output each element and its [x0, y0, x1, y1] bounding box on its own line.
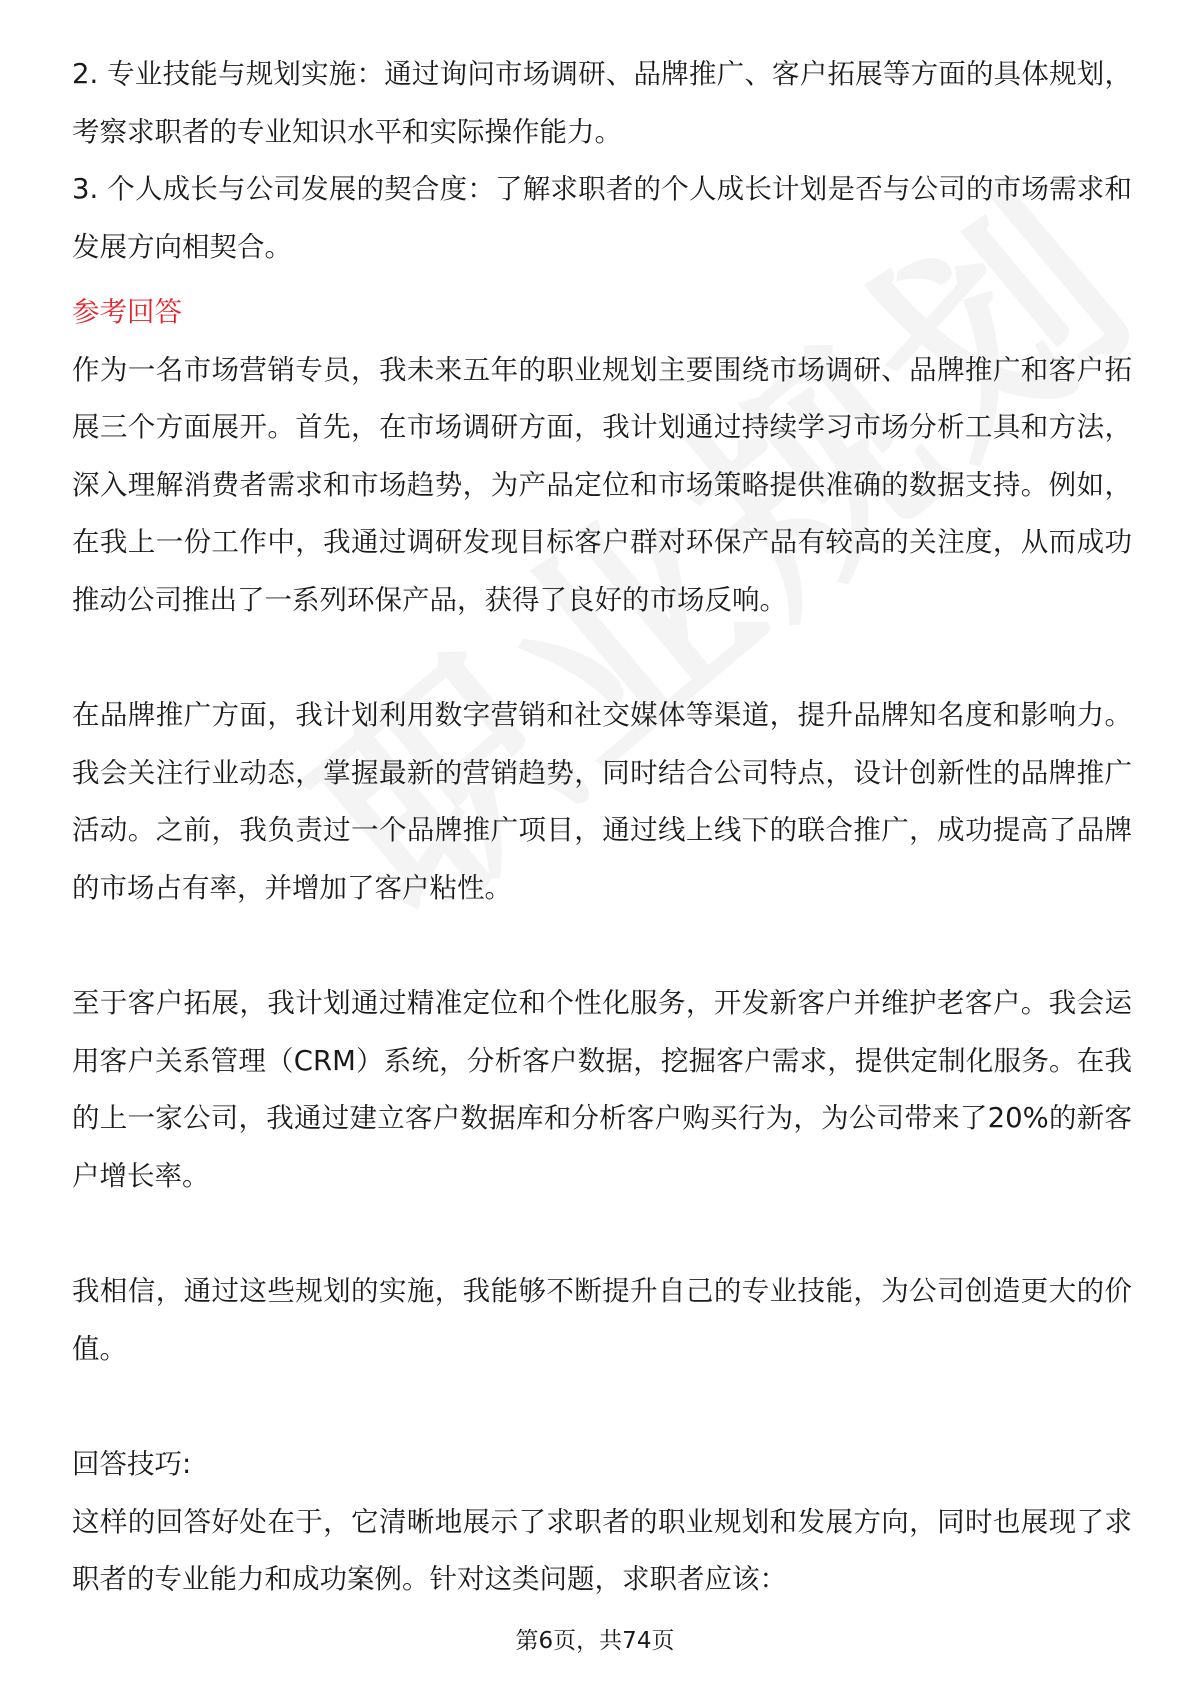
- tips-heading: 回答技巧:: [72, 1448, 192, 1480]
- answer-paragraph-1: 作为一名市场营销专员，我未来五年的职业规划主要围绕市场调研、品牌推广和客户拓展三个方面展开。首先，在市场调研方面，我计划通过持续学习市场分析工具和方法，深入理解消费者需求和市场趋势，为产品定位和市场策略提供准确的数据支持。例如，在我上一份工作中，我通过调研发现目标客户群对环保产品有较高的关注度，从而成功推动公司推出了一系列环保产品，获得了良好的市场反响。: [72, 353, 1132, 616]
- tips-paragraph: 这样的回答好处在于，它清晰地展示了求职者的职业规划和发展方向，同时也展现了求职者的专业能力和成功案例。针对这类问题，求职者应该：: [72, 1505, 1132, 1595]
- list-item-3: 3. 个人成长与公司发展的契合度：了解求职者的个人成长计划是否与公司的市场需求和发展方向相契合。: [72, 173, 1132, 263]
- answer-paragraph-4: 我相信，通过这些规划的实施，我能够不断提升自己的专业技能，为公司创造更大的价值。: [72, 1275, 1132, 1365]
- document-body: [72, 46, 1132, 1609]
- list-item-2: 2. 专业技能与规划实施：通过询问市场调研、品牌推广、客户拓展等方面的具体规划，考察求职者的专业知识水平和实际操作能力。: [72, 58, 1132, 148]
- reference-answer-heading: 参考回答: [72, 296, 182, 328]
- answer-paragraph-3: 至于客户拓展，我计划通过精准定位和个性化服务，开发新客户并维护老客户。我会运用客户关系管理（CRM）系统，分析客户数据，挖掘客户需求，提供定制化服务。在我的上一家公司，我通过建立客户数据库和分析客户购买行为，为公司带来了20%的新客户增长率。: [72, 987, 1132, 1192]
- page-footer: 第6页，共74页: [515, 1628, 675, 1654]
- answer-paragraph-2: 在品牌推广方面，我计划利用数字营销和社交媒体等渠道，提升品牌知名度和影响力。我会关注行业动态，掌握最新的营销趋势，同时结合公司特点，设计创新性的品牌推广活动。之前，我负责过一个品牌推广项目，通过线上线下的联合推广，成功提高了品牌的市场占有率，并增加了客户粘性。: [72, 699, 1132, 904]
